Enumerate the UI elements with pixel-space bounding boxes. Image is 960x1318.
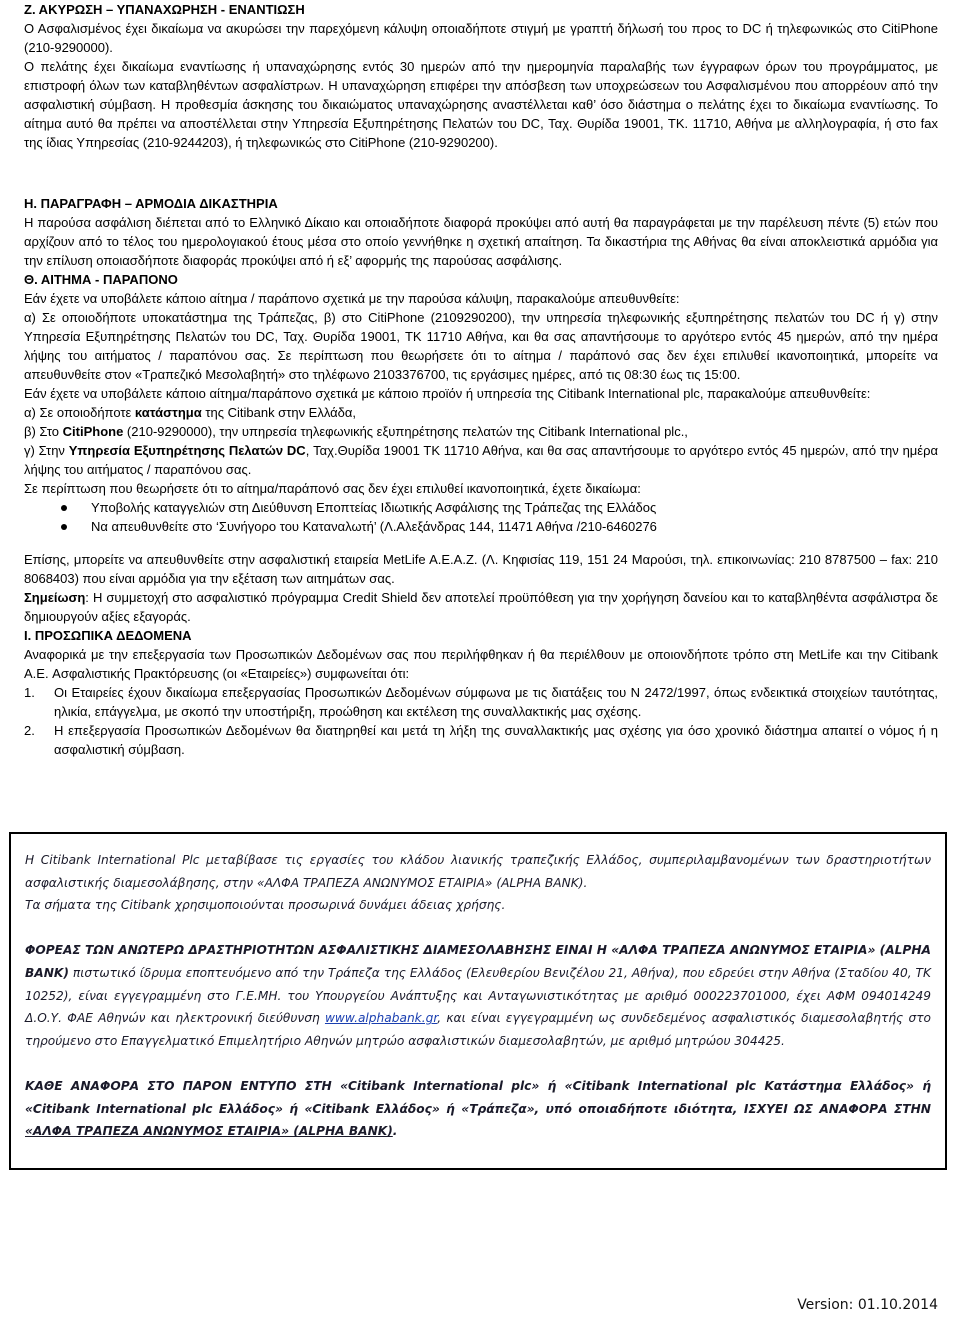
notice-intermediary-paragraph — [25, 939, 931, 1052]
courts-paragraph: Η παρούσα ασφάλιση διέπεται από το Ελληνικό Δίκαιο και οποιαδήποτε διαφορά προκύψει από αυτή θα παραγράφεται με την παρέλευση πέντε (5) ετών που αρχίζουν από το τέλος του ημερολογιακού έτους μέσα στο οποίο γεννήθηκε η σχετική απαίτηση. Τα δικαστήρια της Αθήνας θα είναι αποκλειστικά αρμόδια για την επίλυση οποιασδήποτε διαφοράς προκύψει από ή εξ’ αφορμής της παρούσας ασφάλισης. — [24, 215, 938, 268]
note-label: Σημείωση — [24, 590, 86, 605]
option-b-bold: CitiPhone — [62, 424, 124, 439]
document-body — [24, 0, 938, 759]
list-item — [24, 498, 938, 517]
item-text: Η επεξεργασία Προσωπικών Δεδομένων θα διατηρηθεί και μετά τη λήξη της συναλλακτικής μας σχέσης για όσο χρονικό διάστημα απαιτεί ο νόμος ή η ασφαλιστική σύμβαση. — [54, 723, 938, 757]
option-c-text: γ) Στην — [24, 443, 69, 458]
version-label: Version: 01.10.2014 — [797, 1297, 938, 1313]
complaint-option-c — [24, 441, 938, 479]
option-b-text: β) Στο — [24, 424, 63, 439]
item-number: 2. — [24, 723, 35, 738]
complaints-bullet-list — [24, 498, 938, 536]
list-item — [24, 721, 938, 759]
complaint-option-b — [24, 422, 938, 441]
heading-limitation-courts: Η. ΠΑΡΑΓΡΑΦΗ – ΑΡΜΟΔΙΑ ΔΙΚΑΣΤΗΡΙΑ — [24, 196, 278, 211]
reference-text: ΚΑΘΕ ΑΝΑΦΟΡΑ ΣΤΟ ΠΑΡΟΝ ΕΝΤΥΠΟ ΣΤΗ «Citibank International plc» ή «Citibank International plc Κατάστημα Ελλάδος» ή «Citibank International plc Ελλάδος» ή «Citibank Ελλάδος» ή «Τράπεζα», υπό οποιαδήποτε ιδιότητα, ΙΣΧΥΕΙ ΩΣ ΑΝΑΦΟΡΑ ΣΤΗΝ — [25, 1078, 931, 1116]
option-a-bold: κατάστημα — [134, 405, 202, 420]
option-a-text: α) Σε οποιοδήποτε — [24, 405, 135, 420]
complaints-intro: Εάν έχετε να υποβάλετε κάποιο αίτημα / παράπονο σχετικά με την παρούσα κάλυψη, παρακαλούμε απευθυνθείτε: — [24, 291, 680, 306]
notice-transfer-paragraph: Η Citibank International Plc μεταβίβασε τις εργασίες του κλάδου λιανικής τραπεζικής Ελλάδος, συμπεριλαμβανομένων των δραστηριοτήτων ασφαλιστικής διαμεσολάβησης, στην «ΑΛΦΑ ΤΡΑΠΕΖΑ ΑΝΩΝΥΜΟΣ ΕΤΑΙΡΙΑ» (ALPHA BANK). — [25, 853, 931, 890]
bullet-icon — [61, 524, 67, 530]
spacer — [24, 536, 938, 550]
reference-end: . — [392, 1124, 398, 1139]
metlife-paragraph: Επίσης, μπορείτε να απευθυνθείτε στην ασφαλιστική εταιρεία MetLife A.E.A.Z. (Λ. Κηφισίας 119, 151 24 Μαρούσι, τηλ. επικοινωνίας: 210 8787500 – fax: 210 8068403) που είναι αρμόδια για την εξέταση των αιτημάτων σας. — [24, 552, 938, 586]
list-item — [24, 517, 938, 536]
notice-trademark-paragraph: Τα σήματα της Citibank χρησιμοποιούνται προσωρινά δυνάμει άδειας χρήσης. — [25, 898, 506, 913]
notice-spacer — [25, 917, 931, 940]
complaint-option-a — [24, 403, 938, 422]
option-c-text-end: , Ταχ.Θυρίδα 19001 ΤΚ 11710 Αθήνα, και θα σας απαντήσουμε το αργότερο εντός 45 ημερών, από την ημέρα λήψης του αιτήματος / παραπόνου σας. — [24, 443, 938, 477]
note-paragraph — [24, 588, 938, 626]
notice-spacer — [25, 1052, 931, 1075]
bullet-icon — [61, 505, 67, 511]
heading-personal-data: Ι. ΠΡΟΣΩΠΙΚΑ ΔΕΔΟΜΕΝΑ — [24, 628, 192, 643]
reference-underlined: «ΑΛΦΑ ΤΡΑΠΕΖΑ ΑΝΩΝΥΜΟΣ ΕΤΑΙΡΙΑ» (ALPHA BANK) — [25, 1124, 393, 1139]
cancellation-paragraph-1: Ο Ασφαλισμένος έχει δικαίωμα να ακυρώσει την παρεχόμενη κάλυψη οποιαδήποτε στιγμή με γραπτή δήλωσή του προς το DC ή τηλεφωνικώς στο CitiPhone (210-9290000). — [24, 21, 938, 55]
note-text: : Η συμμετοχή στο ασφαλιστικό πρόγραμμα Credit Shield δεν αποτελεί προϋπόθεση για την χορήγηση δανείου και το καταβληθέντα ασφάλιστρα δε δημιουργούν αξίες εξαγοράς. — [24, 590, 938, 624]
bullet-text: Υποβολής καταγγελιών στη Διεύθυνση Εποπτείας Ιδιωτικής Ασφάλισης της Τράπεζας της Ελλάδος — [91, 500, 657, 515]
heading-complaints: Θ. ΑΙΤΗΜΑ - ΠΑΡΑΠΟΝΟ — [24, 272, 178, 287]
notice-reference-paragraph — [25, 1075, 931, 1143]
intermediary-text-end: , και είναι εγγεγραμμένη ως συνδεδεμένος ασφαλιστικός διαμεσολαβητής στο τηρούμενο στο Επαγγελματικό Επιμελητήριο Αθηνών μητρώο ασφαλιστικών διαμεσολαβητών, με αριθμό μητρώου 304425. — [25, 1011, 931, 1048]
heading-cancellation: Ζ. ΑΚΥΡΩΣΗ – ΥΠΑΝΑΧΩΡΗΣΗ - ΕΝΑΝΤΙΩΣΗ — [24, 2, 305, 17]
intermediary-text: πιστωτικό ίδρυμα εποπτευόμενο από την Τράπεζα της Ελλάδος (Ελευθερίου Βενιζέλου 21, Αθήνα), που εδρεύει στην Αθήνα (Σταδίου 40, ΤΚ 10252), είναι εγγεγραμμένη στο Γ.Ε.ΜΗ. του Υπουργείου Ανάπτυξης και Ανταγωνιστικότητας με αριθμό 000223701000, έχει ΑΦΜ 094014249 Δ.Ο.Υ. ΦΑΕ Αθηνών και ηλεκτρονική διεύθυνση — [25, 965, 931, 1026]
spacer — [24, 152, 938, 194]
complaints-paragraph-a: α) Σε οποιοδήποτε υποκατάστημα της Τράπεζας, β) στο CitiPhone (2109290200), την υπηρεσία τηλεφωνικής εξυπηρέτησης πελατών του DC ή γ) στην Υπηρεσία Εξυπηρέτησης Πελατών του DC, Ταχ. Θυρίδα 19001, ΤΚ 11710 Αθήνα, και θα σας απαντήσουμε το αργότερο εντός 45 ημερών, από την ημέρα λήψης του αιτήματος / παραπόνου σας. Σε περίπτωση που θεωρήσετε ότι το αίτημα / παράπονό σας δεν έχει επιλυθεί ικανοποιητικά, μπορείτε να απευθυνθείτε στον «Τραπεζικό Μεσολαβητή» στο τηλέφωνο 2103376700, τις εργάσιμες ημέρες, από τις 08:30 έως τις 15:00. — [24, 310, 938, 382]
item-text: Οι Εταιρείες έχουν δικαίωμα επεξεργασίας Προσωπικών Δεδομένων σύμφωνα με τις διατάξεις του Ν 2472/1997, όπως ενδεικτικά στοιχείων ταυτότητας, ηλικία, επάγγελμα, με σκοπό την υποστήριξη, προώθηση και εκτέλεση της συναλλακτικής μας σχέσης. — [54, 685, 938, 719]
option-a-text-end: της Citibank στην Ελλάδα, — [201, 405, 357, 420]
option-c-bold: Υπηρεσία Εξυπηρέτησης Πελατών DC — [68, 443, 306, 458]
complaints-intro-2: Εάν έχετε να υποβάλετε κάποιο αίτημα/παράπονο σχετικά με κάποιο προϊόν ή υπηρεσία της Citibank International plc, παρακαλούμε απευθυνθείτε: — [24, 386, 871, 401]
complaints-fallback: Σε περίπτωση που θεωρήσετε ότι το αίτημα/παράπονό σας δεν έχει επιλυθεί ικανοποιητικά, έχετε δικαίωμα: — [24, 481, 641, 496]
intermediary-bold-text: ΦΟΡΕΑΣ ΤΩΝ ΑΝΩΤΕΡΩ ΔΡΑΣΤΗΡΙΟΤΗΤΩΝ ΑΣΦΑΛΙΣΤΙΚΗΣ ΔΙΑΜΕΣΟΛΑΒΗΣΗΣ ΕΙΝΑΙ Η «ΑΛΦΑ ΤΡΑΠΕΖΑ ΑΝΩΝΥΜΟΣ ΕΤΑΙΡΙΑ» (ALPHA BANK) — [25, 943, 931, 980]
cancellation-paragraph-2: Ο πελάτης έχει δικαίωμα εναντίωσης ή υπαναχώρησης εντός 30 ημερών από την ημερομηνία παραλαβής των έγγραφων όρων του προγράμματος, με επιστροφή όλων των καταβληθέντων ασφαλίστρων. Η υπαναχώρηση επιφέρει την απόσβεση των υποχρεώσεων του Ασφαλισμένου που απορρέουν από την ασφαλιστική σύμβαση. Η προθεσμία άσκησης του δικαιώματος υπαναχώρησης αναστέλλεται καθ’ όσο διάστημα ο πελάτης έχει το δικαίωμα εναντίωσης. Το αίτημα αυτό θα πρέπει να αποστέλλεται στην Υπηρεσία Εξυπηρέτησης Πελατών του DC, Ταχ. Θυρίδα 19001, ΤΚ. 11710, Αθήνα με αλληλογραφία, ή στο fax της ίδιας Υπηρεσίας (210-9244203), ή τηλεφωνικώς στο CitiPhone (210-9290200). — [24, 59, 938, 150]
alphabank-link[interactable]: www.alphabank.gr — [324, 1011, 438, 1026]
personal-data-intro: Αναφορικά με την επεξεργασία των Προσωπικών Δεδομένων σας που περιλήφθηκαν ή θα περιέλθουν με οποιονδήποτε τρόπο στη MetLife και την Citibank A.E. Ασφαλιστικής Πρακτόρευσης (οι «Εταιρείες») συμφωνείται ότι: — [24, 647, 938, 681]
personal-data-list — [24, 683, 938, 759]
option-b-text-end: (210-9290000), την υπηρεσία τηλεφωνικής εξυπηρέτησης πελατών της Citibank International plc., — [123, 424, 688, 439]
item-number: 1. — [24, 685, 35, 700]
bullet-text: Να απευθυνθείτε στο ‘Συνήγορο του Καταναλωτή’ (Λ.Αλεξάνδρας 144, 11471 Αθήνα /210-6460276 — [91, 519, 657, 534]
alpha-bank-notice-box — [9, 832, 947, 1170]
list-item — [24, 683, 938, 721]
